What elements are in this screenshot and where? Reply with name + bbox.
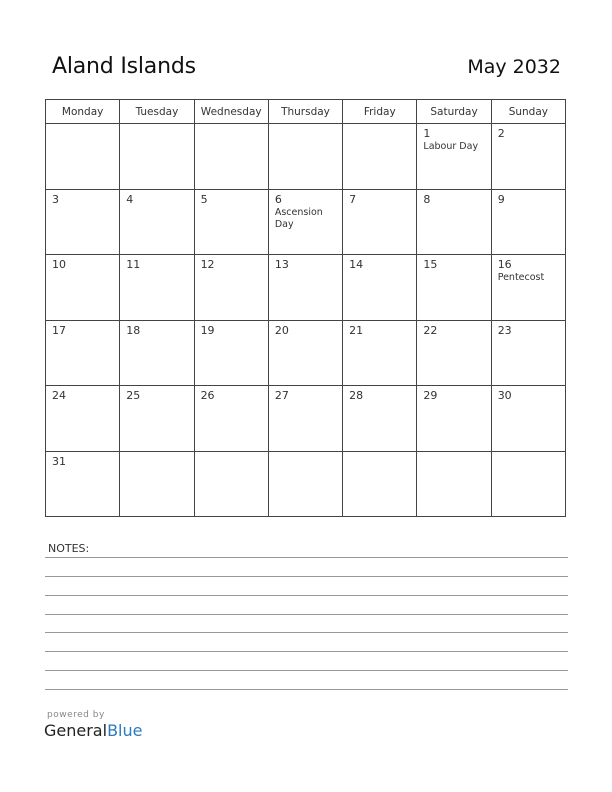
day-number: 28 xyxy=(349,389,364,402)
holiday-label: Labour Day xyxy=(423,141,479,152)
weekday-saturday: Saturday xyxy=(417,100,491,124)
day-cell xyxy=(120,320,194,386)
day-cell xyxy=(491,189,565,255)
weekday-thursday: Thursday xyxy=(268,100,342,124)
day-number: 13 xyxy=(274,258,289,271)
day-cell xyxy=(194,451,268,517)
weekday-friday: Friday xyxy=(343,100,417,124)
day-number: 5 xyxy=(200,192,208,206)
day-number: 24 xyxy=(52,389,66,402)
day-number: 10 xyxy=(52,258,66,271)
day-cell xyxy=(343,255,417,321)
notes-line xyxy=(45,576,568,577)
day-number: 19 xyxy=(200,323,215,337)
day-number: 30 xyxy=(497,389,512,402)
day-cell xyxy=(343,451,417,517)
week-row xyxy=(46,255,566,321)
day-cell xyxy=(46,189,120,255)
day-number: 26 xyxy=(200,389,215,402)
day-cell xyxy=(194,124,268,190)
day-cell xyxy=(268,124,342,190)
day-number: 23 xyxy=(497,323,512,337)
day-number: 7 xyxy=(349,192,357,206)
brand-blue: Blue xyxy=(107,721,143,740)
weekday-header-row xyxy=(46,100,566,124)
day-number: 11 xyxy=(126,258,141,271)
day-number: 31 xyxy=(52,454,66,468)
day-cell xyxy=(46,124,120,190)
day-cell xyxy=(268,320,342,386)
day-cell xyxy=(417,255,491,321)
day-cell xyxy=(268,386,342,452)
day-number: 20 xyxy=(274,323,289,337)
day-number: 17 xyxy=(52,323,66,337)
day-cell xyxy=(417,451,491,517)
notes-line xyxy=(45,595,568,596)
week-row xyxy=(46,451,566,517)
week-row xyxy=(46,386,566,452)
day-cell xyxy=(120,451,194,517)
notes-line xyxy=(45,632,568,633)
day-cell xyxy=(194,320,268,386)
day-number: 4 xyxy=(126,192,134,206)
day-cell xyxy=(46,386,120,452)
week-row xyxy=(46,320,566,386)
day-cell xyxy=(120,189,194,255)
month-year: May 2032 xyxy=(467,56,561,78)
page-title: Aland Islands xyxy=(52,54,196,79)
holiday-label: Ascension Day xyxy=(274,206,323,230)
calendar-grid xyxy=(45,99,566,517)
day-cell xyxy=(417,124,491,190)
day-cell xyxy=(417,189,491,255)
day-number: 22 xyxy=(423,323,438,337)
weekday-sunday: Sunday xyxy=(491,100,565,124)
day-number: 9 xyxy=(497,192,505,206)
notes-line xyxy=(45,557,568,558)
day-cell xyxy=(120,124,194,190)
day-cell xyxy=(268,451,342,517)
day-cell xyxy=(343,386,417,452)
day-number: 29 xyxy=(423,389,438,402)
notes-line xyxy=(45,670,568,671)
day-number: 15 xyxy=(423,258,438,271)
day-cell xyxy=(46,255,120,321)
day-cell xyxy=(491,124,565,190)
day-number: 3 xyxy=(52,192,59,206)
day-cell xyxy=(268,189,342,255)
day-number: 25 xyxy=(126,389,141,402)
day-cell xyxy=(491,255,565,321)
notes-line xyxy=(45,689,568,690)
day-cell xyxy=(120,386,194,452)
day-cell xyxy=(417,320,491,386)
notes-label: NOTES: xyxy=(48,542,90,555)
powered-by-text: powered by xyxy=(47,710,105,720)
holiday-label: Pentecost xyxy=(497,272,545,283)
day-number: 16 xyxy=(497,258,512,271)
day-cell xyxy=(46,320,120,386)
generalblue-logo xyxy=(44,721,142,740)
week-row xyxy=(46,189,566,255)
day-cell xyxy=(491,386,565,452)
notes-line xyxy=(45,614,568,615)
day-cell xyxy=(417,386,491,452)
weekday-tuesday: Tuesday xyxy=(120,100,194,124)
day-number: 8 xyxy=(423,192,431,206)
day-cell xyxy=(194,189,268,255)
day-cell xyxy=(194,386,268,452)
day-cell xyxy=(343,189,417,255)
brand-general: General xyxy=(44,721,108,740)
weekday-monday: Monday xyxy=(46,100,120,124)
weekday-wednesday: Wednesday xyxy=(194,100,268,124)
day-number: 27 xyxy=(274,389,289,402)
week-row xyxy=(46,124,566,190)
day-cell xyxy=(268,255,342,321)
day-cell xyxy=(46,451,120,517)
day-cell xyxy=(120,255,194,321)
notes-line xyxy=(45,651,568,652)
day-number: 1 xyxy=(423,127,431,140)
day-number: 21 xyxy=(349,323,364,337)
day-number: 12 xyxy=(200,258,215,271)
day-number: 14 xyxy=(349,258,364,271)
day-number: 2 xyxy=(497,127,505,140)
day-cell xyxy=(343,320,417,386)
day-cell xyxy=(491,451,565,517)
day-cell xyxy=(343,124,417,190)
day-cell xyxy=(194,255,268,321)
day-number: 18 xyxy=(126,323,141,337)
day-cell xyxy=(491,320,565,386)
day-number: 6 xyxy=(274,192,282,206)
